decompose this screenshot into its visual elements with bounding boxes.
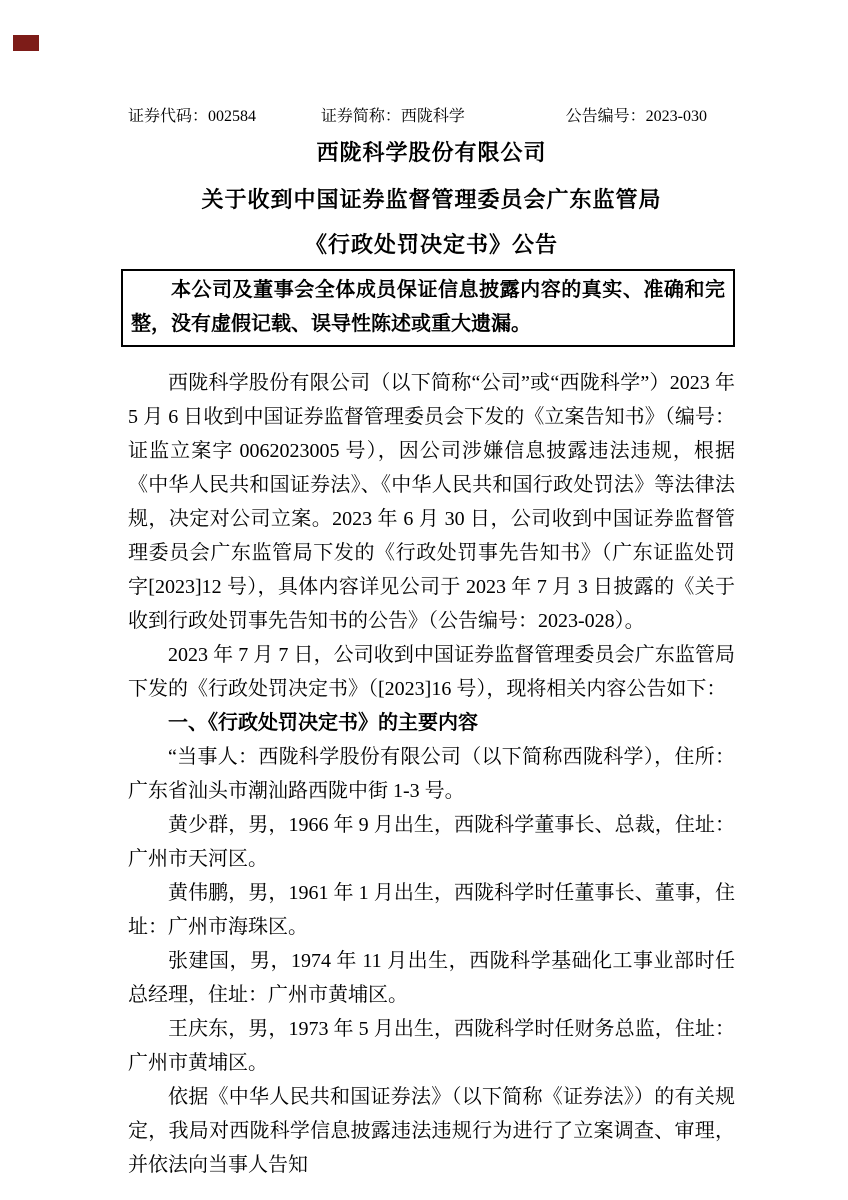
document-header <box>128 107 735 127</box>
disclaimer-text: 本公司及董事会全体成员保证信息披露内容的真实、准确和完整，没有虚假记载、误导性陈述或重大遗漏。 <box>131 279 725 335</box>
paragraph: “当事人：西陇科学股份有限公司（以下简称西陇科学），住所：广东省汕头市潮汕路西陇中街 1-3 号。 <box>128 746 735 802</box>
stock-name-label: 证券简称：西陇科学 <box>320 108 465 125</box>
document-body <box>128 366 735 1182</box>
stock-code-label: 证券代码：002584 <box>128 108 257 125</box>
announcement-number-label: 公告编号：2023-030 <box>565 108 707 125</box>
corner-marker <box>13 35 39 51</box>
paragraph: 一、《行政处罚决定书》的主要内容 <box>168 712 478 734</box>
paragraph: 王庆东，男，1973 年 5 月出生，西陇科学时任财务总监，住址：广州市黄埔区。 <box>128 1018 735 1074</box>
paragraph: 2023 年 7 月 7 日，公司收到中国证券监督管理委员会广东监管局下发的《行政处罚决定书》（[2023]16 号），现将相关内容公告如下： <box>128 644 735 700</box>
title-document-type: 《行政处罚决定书》公告 <box>304 232 558 257</box>
disclaimer-box <box>121 269 735 347</box>
paragraph: 西陇科学股份有限公司（以下简称“公司”或“西陇科学”）2023 年 5 月 6 日收到中国证券监督管理委员会下发的《立案告知书》（编号：证监立案字 0062023005 号），因公司涉嫌信息披露违法违规，根据《中华人民共和国证券法》、《中华人民共和国行政处罚法》等法律法规，决定对公司立案。2023 年 6 月 30 日，公司收到中国证券监督管理委员会广东监管局下发的《行政处罚事先告知书》（广东证监处罚字[2023]12 号），具体内容详见公司于 2023 年 7 月 3 日披露的《关于收到行政处罚事先告知书的公告》（公告编号：2023-028）。 <box>128 372 735 632</box>
paragraph: 黄伟鹏，男，1961 年 1 月出生，西陇科学时任董事长、董事，住址：广州市海珠区。 <box>128 882 735 938</box>
title-company-name: 西陇科学股份有限公司 <box>316 140 547 165</box>
paragraph: 依据《中华人民共和国证券法》（以下简称《证券法》）的有关规定，我局对西陇科学信息披露违法违规行为进行了立案调查、审理，并依法向当事人告知 <box>128 1086 735 1176</box>
paragraph: 张建国，男，1974 年 11 月出生，西陇科学基础化工事业部时任总经理，住址：广州市黄埔区。 <box>128 950 735 1006</box>
title-subject: 关于收到中国证券监督管理委员会广东监管局 <box>201 187 662 212</box>
paragraph: 黄少群，男，1966 年 9 月出生，西陇科学董事长、总裁，住址：广州市天河区。 <box>128 814 735 870</box>
